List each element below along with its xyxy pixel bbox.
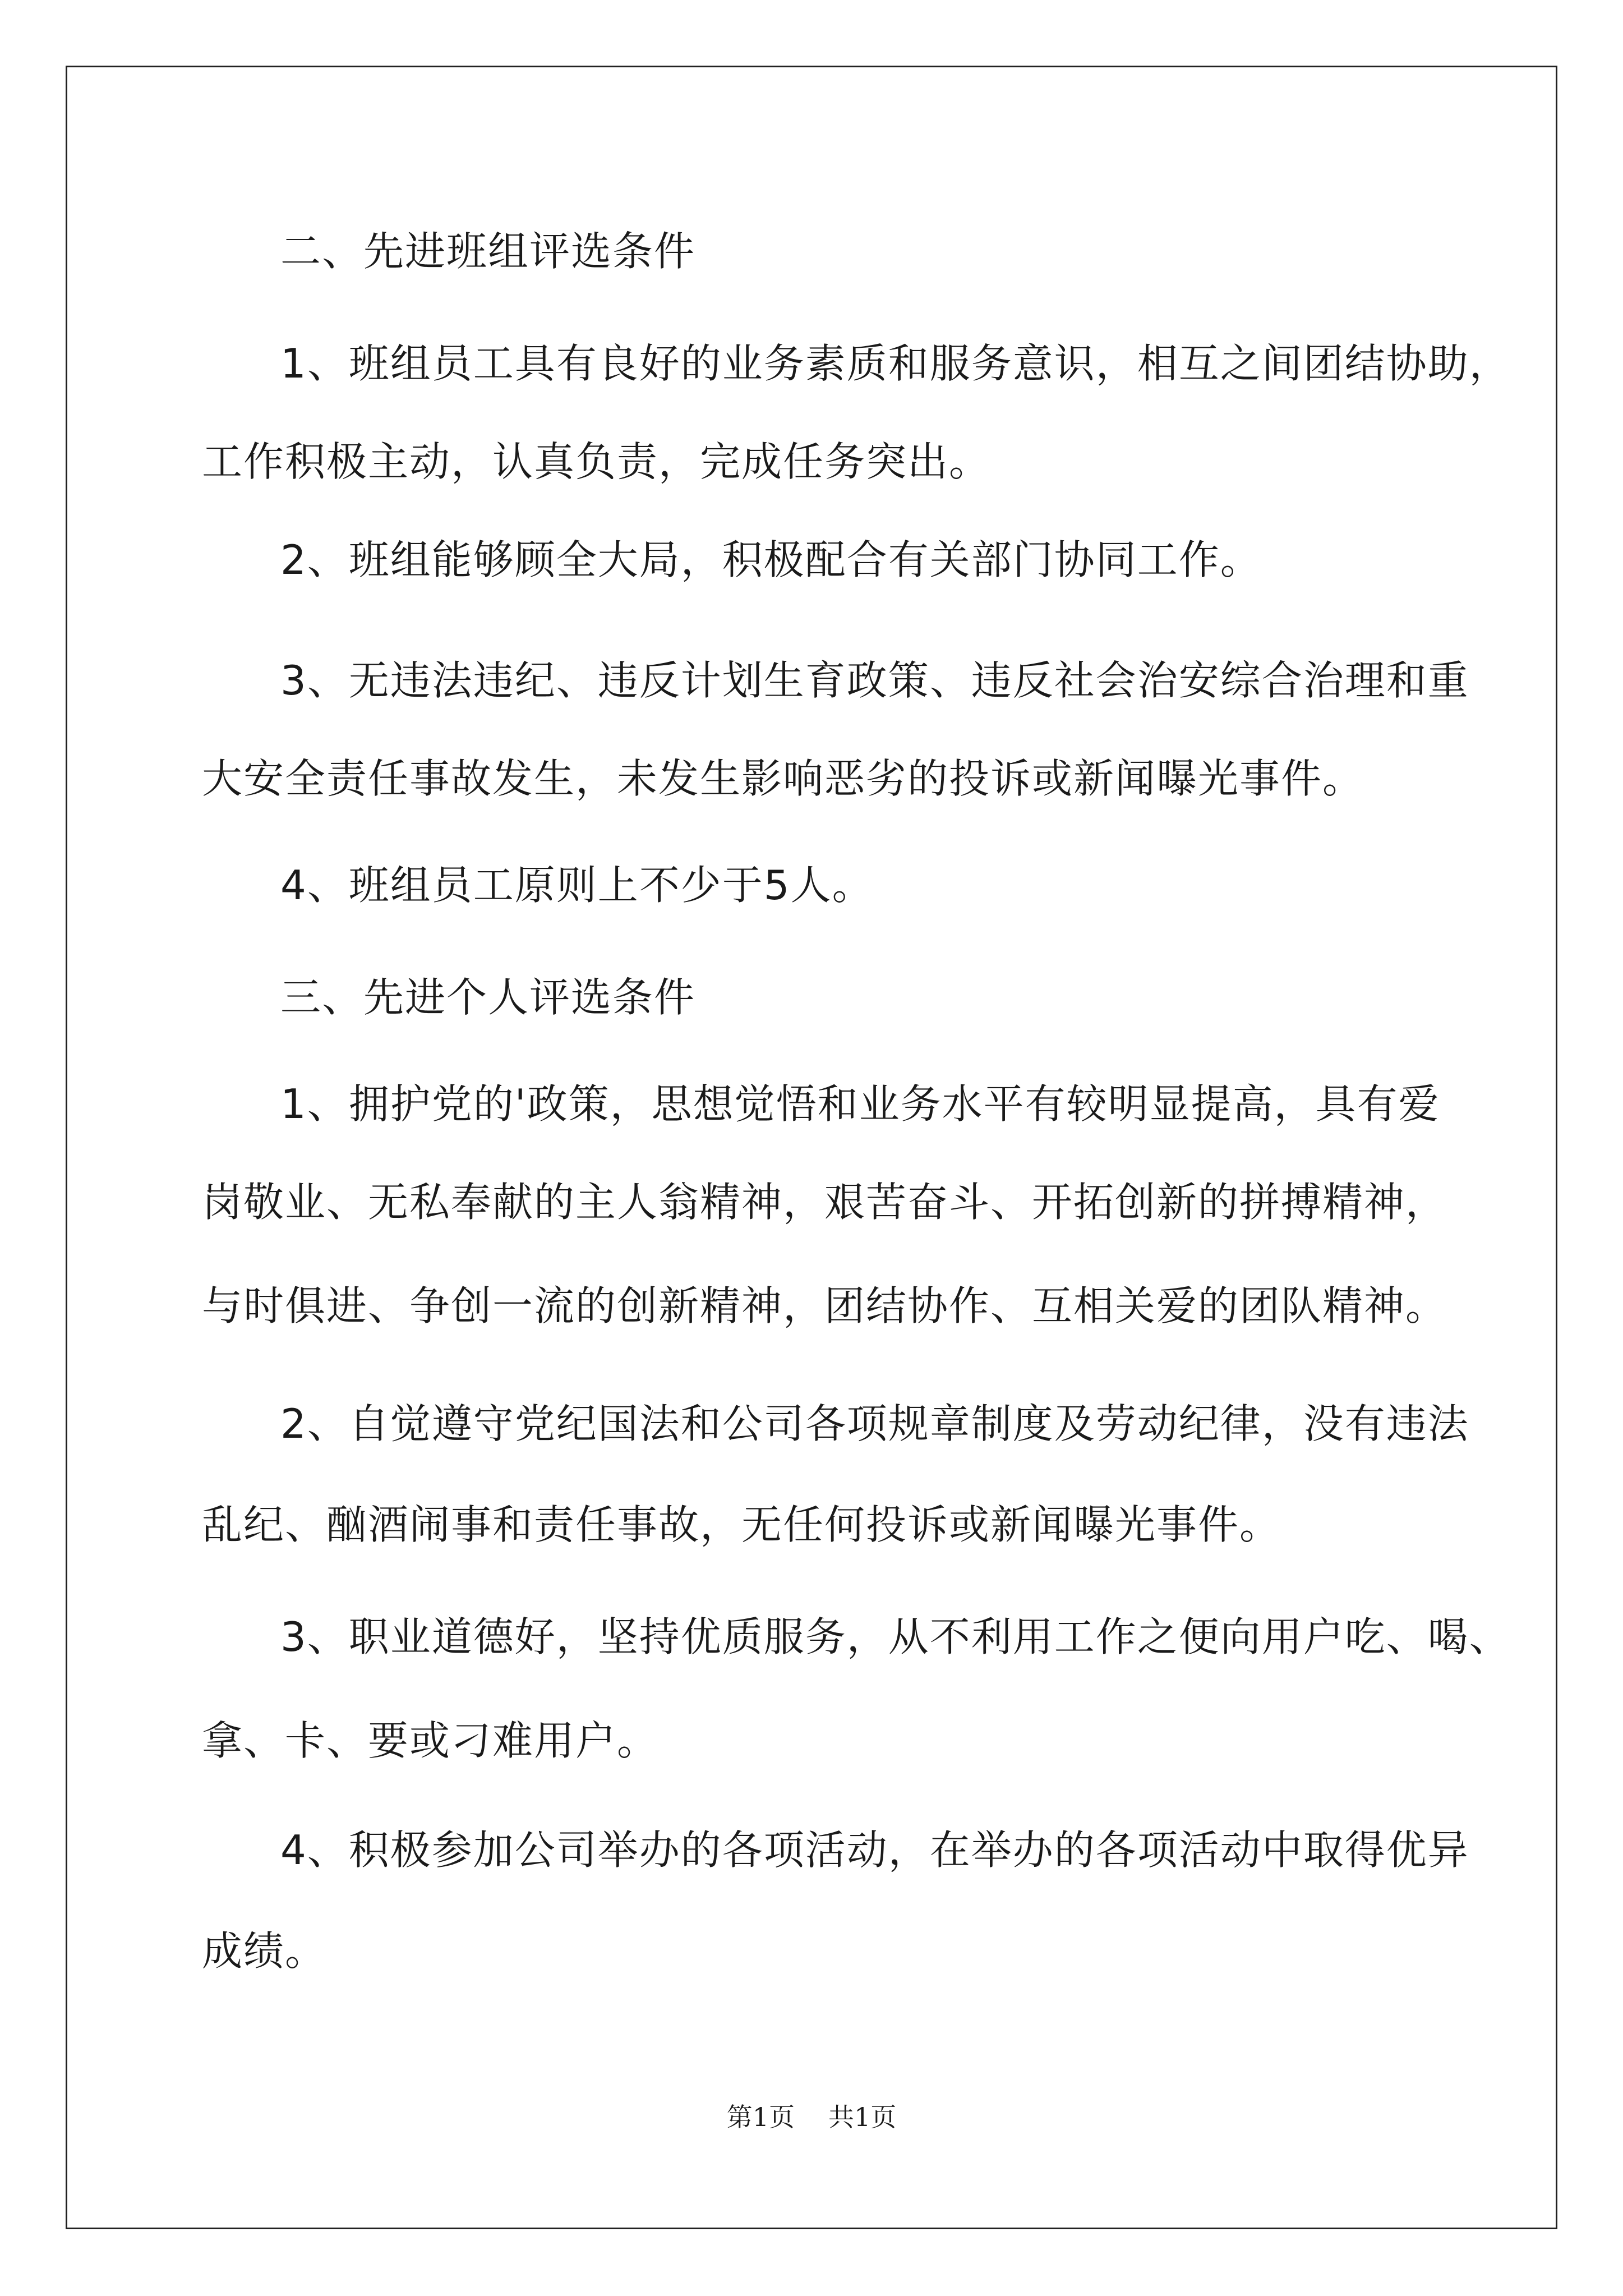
paragraph-line: 乱纪、酗酒闹事和责任事故，无任何投诉或新闻曝光事件。: [202, 1501, 1281, 1548]
paragraph-line: 成绩。: [202, 1927, 327, 1975]
page-footer: [0, 2100, 1623, 2134]
section-heading-team: 二、先进班组评选条件: [280, 228, 696, 275]
paragraph-line: 4、积极参加公司举办的各项活动，在举办的各项活动中取得优异: [280, 1826, 1469, 1874]
paragraph-line: 2、班组能够顾全大局，积极配合有关部门协同工作。: [280, 536, 1262, 583]
paragraph-line: 拿、卡、要或刁难用户。: [202, 1717, 659, 1764]
paragraph-line: 1、拥护党的'政策，思想觉悟和业务水平有较明显提高，具有爱: [280, 1080, 1440, 1128]
paragraph-line: 2、自觉遵守党纪国法和公司各项规章制度及劳动纪律，没有违法: [280, 1400, 1469, 1447]
paragraph-line: 3、无违法违纪、违反计划生育政策、违反社会治安综合治理和重: [280, 657, 1469, 704]
paragraph-line: 大安全责任事故发生，未发生影响恶劣的投诉或新闻曝光事件。: [202, 755, 1364, 802]
page-number-current: 第1页: [726, 2102, 795, 2132]
paragraph-line: 与时俱进、争创一流的创新精神，团结协作、互相关爱的团队精神。: [202, 1282, 1447, 1329]
paragraph-line: 4、班组员工原则上不少于5人。: [280, 862, 874, 909]
section-heading-individual: 三、先进个人评选条件: [280, 974, 696, 1021]
paragraph-line: 1、班组员工具有良好的业务素质和服务意识，相互之间团结协助，: [280, 340, 1511, 387]
paragraph-line: 工作积极主动，认真负责，完成任务突出。: [202, 438, 991, 485]
paragraph-line: 3、职业道德好，坚持优质服务，从不利用工作之便向用户吃、喝、: [280, 1613, 1511, 1660]
page-number-total: 共1页: [828, 2102, 897, 2132]
paragraph-line: 岗敬业、无私奉献的主人翁精神，艰苦奋斗、开拓创新的拼搏精神，: [202, 1179, 1447, 1226]
